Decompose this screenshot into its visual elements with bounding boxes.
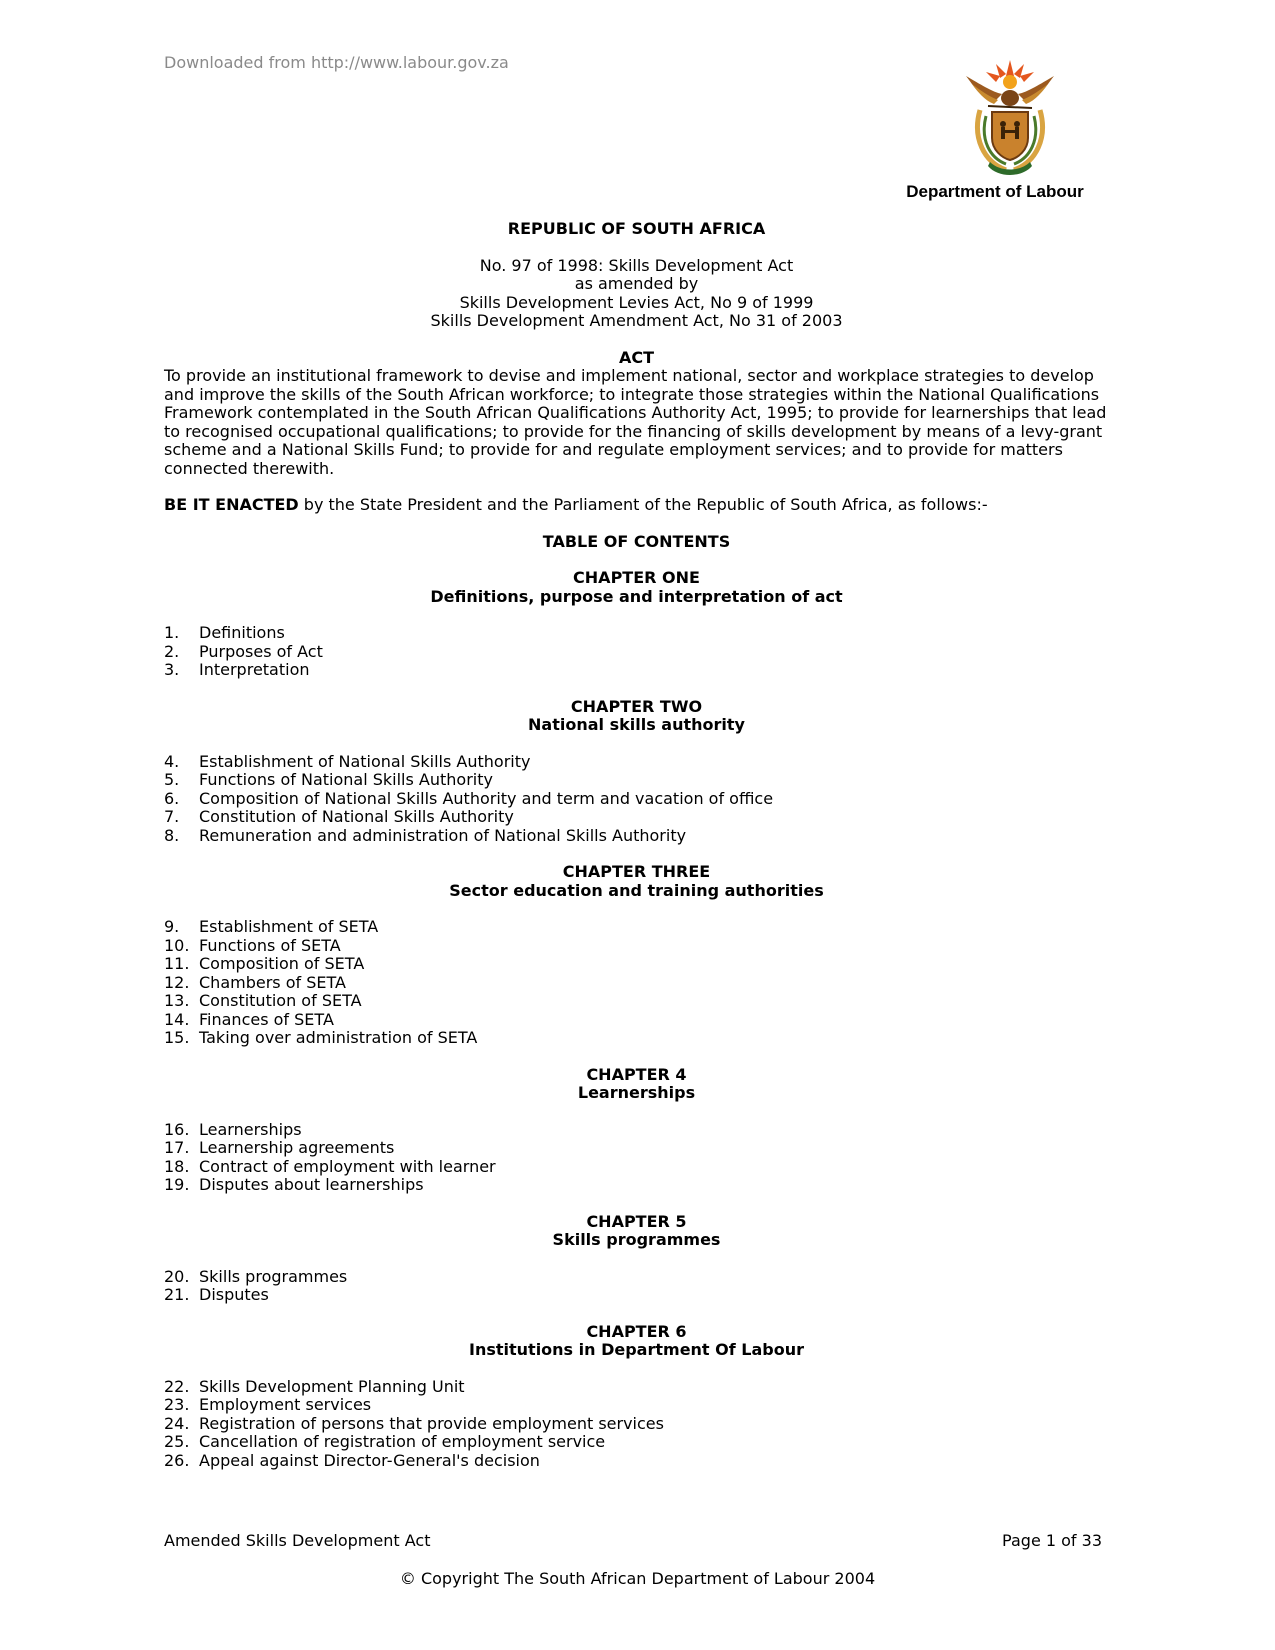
act-purpose-paragraph: To provide an institutional framework to devise and implement national, sector and workplace strategies to develop and improve the skills of the South African workforce; to integrate those strategies within the National Qualifications Framework contemplated in the South African Qualifications Authority Act, 1995; to provide for learnerships that lead to recognised occupational qualifications; to provide for the financing of skills development by means of a levy-grant scheme and a National Skills Fund; to provide for and regulate employment services; and to provide for matters connected therewith. [164, 366, 1107, 478]
toc-item-title: Interpretation [199, 660, 310, 679]
toc-item [164, 827, 1109, 846]
toc-item-title: Learnership agreements [199, 1138, 395, 1157]
toc-item [164, 1452, 1109, 1471]
toc-item-title: Purposes of Act [199, 641, 323, 661]
toc-item-title: Composition of National Skills Authority and term and vacation of office [199, 788, 774, 808]
act-title-line: Skills Development Amendment Act, No 31 of 2003 [430, 311, 843, 330]
footer-page-number: Page 1 of 33 [1002, 1531, 1102, 1550]
toc-item-title: Skills programmes [199, 1266, 348, 1286]
act-title-line: Skills Development Levies Act, No 9 of 1999 [459, 292, 814, 312]
toc-heading: TABLE OF CONTENTS [542, 531, 731, 551]
download-source-note: Downloaded from http://www.labour.gov.za [164, 53, 509, 72]
toc-item-number: 6. [164, 788, 180, 808]
chapter-section-list [164, 753, 1109, 846]
toc-item [164, 937, 1109, 956]
toc-chapter [164, 698, 1109, 864]
chapter-heading: CHAPTER ONE [573, 568, 700, 587]
toc-chapter [164, 863, 1109, 1066]
toc-item-title: Learnerships [199, 1119, 302, 1139]
toc-item-title: Chambers of SETA [199, 972, 346, 992]
toc-item-title: Cancellation of registration of employment service [199, 1432, 606, 1451]
toc-item-title: Constitution of SETA [199, 991, 362, 1010]
toc-item [164, 918, 1109, 937]
republic-heading: REPUBLIC OF SOUTH AFRICA [507, 219, 766, 238]
toc-item-number: 26. [164, 1450, 190, 1470]
toc-item [164, 624, 1109, 643]
toc-item [164, 661, 1109, 680]
toc-item-number: 7. [164, 807, 180, 826]
toc-item-number: 18. [164, 1156, 190, 1176]
chapter-section-list [164, 918, 1109, 1048]
chapter-subtitle: Sector education and training authorities [449, 880, 824, 900]
toc-chapter [164, 1066, 1109, 1213]
toc-item-number: 14. [164, 1009, 190, 1029]
chapter-heading: CHAPTER 5 [586, 1211, 687, 1231]
toc-item [164, 1176, 1109, 1195]
chapter-subtitle: Learnerships [577, 1083, 696, 1102]
document-body [164, 220, 1109, 1470]
toc-item [164, 771, 1109, 790]
toc-item-number: 24. [164, 1413, 190, 1433]
toc-item-title: Appeal against Director-General's decision [199, 1450, 540, 1470]
toc-item-title: Registration of persons that provide employment services [199, 1413, 664, 1433]
toc-item-title: Finances of SETA [199, 1009, 334, 1029]
toc-item-number: 10. [164, 935, 190, 955]
chapter-section-list [164, 1121, 1109, 1195]
toc-item [164, 808, 1109, 827]
toc-item-number: 1. [164, 623, 180, 642]
chapter-section-list [164, 1378, 1109, 1471]
enacted-rest: by the State President and the Parliament of the Republic of South Africa, as follows:- [298, 495, 988, 514]
table-of-contents [164, 569, 1109, 1470]
toc-item-title: Remuneration and administration of National Skills Authority [199, 825, 687, 845]
toc-item [164, 753, 1109, 772]
toc-item-title: Functions of National Skills Authority [199, 770, 493, 789]
footer-document-name: Amended Skills Development Act [164, 1531, 431, 1550]
toc-item-number: 22. [164, 1376, 190, 1396]
chapter-subtitle: Definitions, purpose and interpretation of act [430, 586, 843, 606]
toc-item [164, 1139, 1109, 1158]
toc-item [164, 1268, 1109, 1287]
toc-item-title: Definitions [199, 623, 285, 642]
toc-item-number: 9. [164, 917, 180, 936]
toc-item-number: 8. [164, 825, 180, 845]
toc-item-title: Functions of SETA [199, 935, 341, 955]
toc-item [164, 1121, 1109, 1140]
toc-item [164, 1011, 1109, 1030]
act-title-block [164, 257, 1109, 331]
chapter-subtitle: Institutions in Department Of Labour [469, 1340, 804, 1359]
act-title-line: as amended by [574, 274, 699, 293]
toc-chapter [164, 1323, 1109, 1471]
toc-item-number: 2. [164, 641, 180, 661]
coat-of-arms-icon [958, 58, 1062, 184]
toc-item-number: 12. [164, 972, 190, 992]
toc-chapter [164, 569, 1109, 698]
toc-item-number: 25. [164, 1432, 190, 1451]
toc-item-title: Establishment of SETA [199, 917, 379, 936]
toc-item [164, 1378, 1109, 1397]
toc-item [164, 1286, 1109, 1305]
toc-item-title: Contract of employment with learner [199, 1156, 496, 1176]
chapter-section-list [164, 1268, 1109, 1305]
toc-item-title: Taking over administration of SETA [199, 1028, 478, 1047]
chapter-subtitle: National skills authority [528, 715, 745, 734]
toc-item [164, 643, 1109, 662]
toc-item [164, 1415, 1109, 1434]
chapter-subtitle: Skills programmes [552, 1230, 721, 1249]
chapter-heading: CHAPTER 6 [586, 1321, 687, 1341]
department-name: Department of Labour [906, 182, 1084, 201]
toc-item-number: 20. [164, 1266, 190, 1286]
toc-item-title: Employment services [199, 1395, 372, 1414]
toc-item-number: 13. [164, 991, 190, 1010]
toc-chapter [164, 1213, 1109, 1323]
toc-item [164, 790, 1109, 809]
toc-item-number: 16. [164, 1119, 190, 1139]
toc-item [164, 955, 1109, 974]
chapter-heading: CHAPTER THREE [562, 862, 711, 881]
toc-item-number: 4. [164, 751, 180, 771]
toc-item-number: 23. [164, 1395, 190, 1414]
act-heading: ACT [618, 347, 655, 367]
toc-item-number: 15. [164, 1028, 190, 1047]
enacted-bold: BE IT ENACTED [164, 495, 299, 514]
toc-item-number: 17. [164, 1138, 190, 1157]
toc-item-title: Establishment of National Skills Authority [199, 751, 531, 771]
toc-item-number: 19. [164, 1175, 190, 1194]
footer-copyright: © Copyright The South African Department of Labour 2004 [399, 1569, 876, 1588]
toc-item-number: 11. [164, 954, 190, 973]
chapter-heading: CHAPTER TWO [570, 696, 703, 716]
toc-item-title: Disputes [199, 1285, 269, 1304]
toc-item-title: Skills Development Planning Unit [199, 1376, 465, 1396]
toc-item [164, 974, 1109, 993]
act-title-line: No. 97 of 1998: Skills Development Act [479, 255, 794, 275]
toc-item-number: 5. [164, 770, 180, 789]
toc-item [164, 1433, 1109, 1452]
toc-item-title: Constitution of National Skills Authority [199, 807, 514, 826]
toc-item [164, 992, 1109, 1011]
toc-item [164, 1029, 1109, 1048]
toc-item-number: 3. [164, 660, 180, 679]
toc-item-title: Composition of SETA [199, 954, 365, 973]
toc-item-number: 21. [164, 1285, 190, 1304]
toc-item-title: Disputes about learnerships [199, 1175, 424, 1194]
toc-item [164, 1396, 1109, 1415]
toc-item [164, 1158, 1109, 1177]
chapter-section-list [164, 624, 1109, 680]
chapter-heading: CHAPTER 4 [586, 1064, 687, 1084]
enactment-paragraph [164, 496, 1109, 515]
